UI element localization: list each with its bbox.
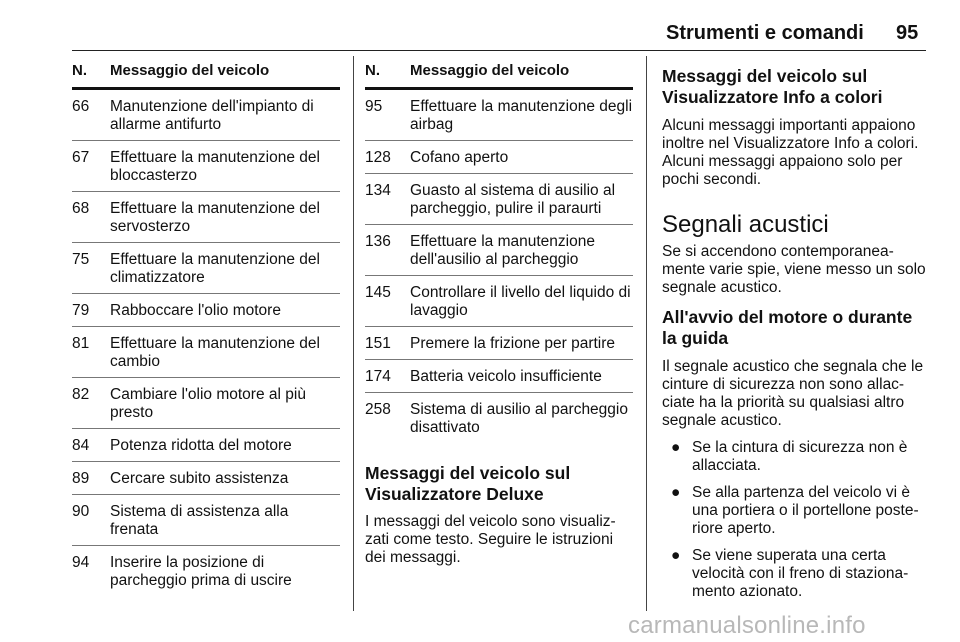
number-column-header: N.: [365, 62, 380, 79]
message-number: 82: [72, 386, 90, 403]
bullet-list: [662, 439, 928, 601]
watermark: carmanualsonline.info: [628, 612, 866, 639]
table-body: [365, 90, 633, 443]
header-divider: [72, 50, 926, 51]
deluxe-heading: Messaggi del veicolo sul Visualizzatore Deluxe: [365, 463, 571, 504]
message-text: Rabboccare l'olio motore: [110, 302, 281, 319]
page-number: 95: [896, 22, 919, 44]
message-text: Effettuare la manutenzione del cambio: [110, 335, 320, 370]
table-header: [72, 62, 340, 90]
number-column-header: N.: [72, 62, 87, 79]
message-number: 89: [72, 470, 90, 487]
table-row: [365, 141, 633, 174]
bullet-dot-icon: ●: [671, 547, 681, 564]
table-row: [72, 294, 340, 327]
table-row: [365, 90, 633, 141]
table-row: [72, 90, 340, 141]
message-number: 136: [365, 233, 391, 250]
message-text: Effettuare la manutenzione del servosterzo: [110, 200, 320, 235]
bullet-item: [662, 484, 928, 538]
message-number: 258: [365, 401, 391, 418]
info-colori-text: Alcuni messaggi importanti appaiono inoltre nel Visualizzatore Info a colori. Alcuni messaggi appaiono solo per pochi secondi.: [662, 117, 919, 188]
avvio-text: Il segnale acustico che segnala che le cinture di sicurezza non sono allac-ciate ha la priorità su qualsiasi altro segnale acustico.: [662, 358, 924, 429]
message-number: 90: [72, 503, 90, 520]
column-divider: [646, 56, 647, 611]
message-number: 84: [72, 437, 90, 454]
right-column: [662, 66, 928, 601]
message-number: 68: [72, 200, 90, 217]
bullet-text: Se alla partenza del veicolo vi è una portiera o il portellone poste-riore aperto.: [692, 484, 919, 537]
table-row: [365, 276, 633, 327]
segnali-acustici-text: Se si accendono contemporanea-mente varie spie, viene messo un solo segnale acustico.: [662, 243, 926, 296]
message-number: 128: [365, 149, 391, 166]
bullet-dot-icon: ●: [671, 439, 681, 456]
table-row: [72, 378, 340, 429]
column-divider: [353, 56, 354, 611]
message-text: Cambiare l'olio motore al più presto: [110, 386, 306, 421]
message-number: 66: [72, 98, 90, 115]
table-row: [365, 360, 633, 393]
table-header: [365, 62, 633, 90]
message-number: 134: [365, 182, 391, 199]
message-text: Guasto al sistema di ausilio al parcheggio, pulire il paraurti: [410, 182, 616, 217]
bullet-item: [662, 547, 928, 601]
vehicle-message-table-2: [365, 62, 633, 567]
bullet-text: Se la cintura di sicurezza non è allacciata.: [692, 439, 908, 474]
message-number: 145: [365, 284, 391, 301]
message-text: Manutenzione dell'impianto di allarme antifurto: [110, 98, 314, 133]
table-row: [72, 429, 340, 462]
table-row: [72, 546, 340, 596]
message-text: Effettuare la manutenzione degli airbag: [410, 98, 633, 133]
message-number: 94: [72, 554, 90, 571]
deluxe-section: [365, 463, 633, 567]
table-row: [72, 192, 340, 243]
bullet-dot-icon: ●: [671, 484, 681, 501]
message-text: Effettuare la manutenzione del climatizzatore: [110, 251, 320, 286]
message-text: Sistema di ausilio al parcheggio disattivato: [410, 401, 628, 436]
message-text: Potenza ridotta del motore: [110, 437, 292, 454]
deluxe-text: I messaggi del veicolo sono visualiz-zati come testo. Seguire le istruzioni dei messaggi.: [365, 513, 616, 566]
bullet-text: Se viene superata una certa velocità con il freno di staziona-mento azionato.: [692, 547, 909, 600]
table-row: [365, 225, 633, 276]
table-body: [72, 90, 340, 596]
message-text: Cercare subito assistenza: [110, 470, 289, 487]
avvio-heading: All'avvio del motore o durante la guida: [662, 307, 913, 348]
table-row: [72, 495, 340, 546]
table-row: [72, 141, 340, 192]
table-row: [365, 174, 633, 225]
message-text: Sistema di assistenza alla frenata: [110, 503, 289, 538]
table-row: [365, 327, 633, 360]
segnali-acustici-heading: Segnali acustici: [662, 211, 829, 238]
message-number: 79: [72, 302, 90, 319]
table-row: [72, 462, 340, 495]
message-number: 174: [365, 368, 391, 385]
message-number: 75: [72, 251, 90, 268]
message-text: Effettuare la manutenzione del bloccasterzo: [110, 149, 320, 184]
message-text: Batteria veicolo insufficiente: [410, 368, 602, 385]
message-text: Controllare il livello del liquido di lavaggio: [410, 284, 631, 319]
message-number: 151: [365, 335, 391, 352]
message-text: Effettuare la manutenzione dell'ausilio al parcheggio: [410, 233, 595, 268]
page-header-title: Strumenti e comandi: [666, 22, 864, 44]
message-text: Cofano aperto: [410, 149, 509, 166]
message-number: 95: [365, 98, 383, 115]
message-text: Inserire la posizione di parcheggio prima di uscire: [110, 554, 292, 589]
info-colori-heading: Messaggi del veicolo sul Visualizzatore Info a colori: [662, 66, 883, 107]
message-text: Premere la frizione per partire: [410, 335, 616, 352]
table-row: [72, 327, 340, 378]
table-row: [72, 243, 340, 294]
bullet-item: [662, 439, 928, 475]
message-column-header: Messaggio del veicolo: [110, 62, 270, 79]
vehicle-message-table-1: [72, 62, 340, 596]
message-column-header: Messaggio del veicolo: [410, 62, 570, 79]
message-number: 67: [72, 149, 90, 166]
message-number: 81: [72, 335, 90, 352]
table-row: [365, 393, 633, 443]
